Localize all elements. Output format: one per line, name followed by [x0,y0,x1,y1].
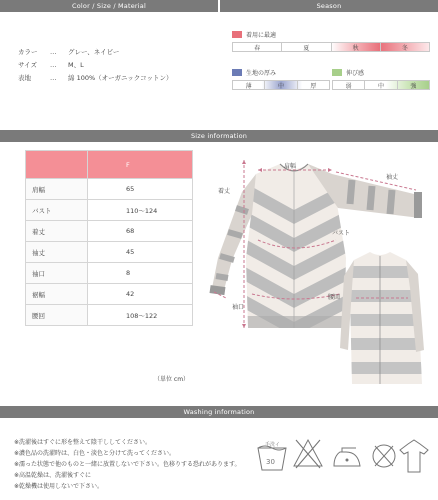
season-cell-summer: 夏 [282,43,331,51]
stretch-cell-medium: 中 [365,81,397,89]
thickness-cell-medium: 中 [265,81,297,89]
label-cuff: 袖口 [232,304,245,311]
label-waist: 腰回 [328,294,341,301]
season-cell-spring: 春 [233,43,282,51]
spec-key: カラー [18,48,38,56]
table-row: 裾幅 42 [26,284,193,305]
size-column-header: F [88,151,193,179]
stretch-cell-strong: 強 [410,82,417,90]
svg-text:手洗イ: 手洗イ [265,442,281,448]
table-row: 腰回 108〜122 [26,305,193,326]
washing-note: ※濡った状態で他のものと一緒に放置しないで下さい。色移りする恐れがあります。 [14,461,241,468]
stretch-label: 伸び感 [332,68,364,77]
season-label: 着用に最適 [232,30,276,39]
spec-value: グレー、ネイビー [68,48,120,56]
season-cell-autumn: 秋 [332,43,381,51]
section-header-size: Size information [0,130,438,142]
table-row: 肩幅 65 [26,179,193,200]
washing-note: ※乾燥機は使用しないで下さい。 [14,483,104,490]
unit-note: （単位 cm） [154,376,190,383]
table-row: バスト 110〜124 [26,200,193,221]
flat-dry-icon [400,440,428,472]
stretch-swatch [332,69,342,76]
thickness-swatch [232,69,242,76]
thickness-cell-thin: 薄 [233,81,265,89]
section-header-material: Color / Size / Material [0,0,218,12]
size-table [25,150,193,326]
table-row: 袖口 8 [26,263,193,284]
thickness-scale [232,80,330,90]
label-bust: バスト [332,230,351,237]
svg-text:30: 30 [266,458,275,466]
care-icons [256,430,434,480]
section-header-washing: Washing information [0,406,438,418]
thickness-label: 生地の厚み [232,68,276,77]
label-sleeve: 袖丈 [386,174,399,181]
label-length: 着丈 [218,188,231,195]
spec-value: 綿 100%（オーガニックコットン） [68,74,173,82]
stretch-scale [332,80,430,90]
table-row: 着丈 68 [26,221,193,242]
stretch-cell-weak: 弱 [333,81,365,89]
no-bleach-icon [294,440,322,468]
spec-value: M、L [68,61,84,69]
season-swatch [232,31,242,38]
section-header-season: Season [220,0,438,12]
spec-list: カラー … グレー、ネイビー サイズ … M、L 表地 … 綿 100%（オーガニックコットン） [18,46,173,85]
label-shoulder: 肩幅 [284,163,297,170]
spec-key: サイズ [18,61,37,69]
spec-key: 表地 [18,74,31,82]
washing-note: ※濃色品の洗濯時は、白色・淡色と分けて洗ってください。 [14,450,176,457]
no-dry-clean-icon [373,445,395,467]
iron-icon [334,448,360,466]
washing-note: ※洗濯後はすぐに形を整えて陰干ししてください。 [14,439,152,446]
washing-notes [14,437,241,492]
table-header-row [26,151,193,179]
table-row: 袖丈 45 [26,242,193,263]
season-cell-winter: 冬 [401,44,408,52]
washing-note: ※高温乾燥は、洗濯後すぐに [14,472,92,479]
thickness-cell-thick: 厚 [310,82,317,90]
garment-diagram [196,148,438,392]
season-scale [232,42,430,52]
